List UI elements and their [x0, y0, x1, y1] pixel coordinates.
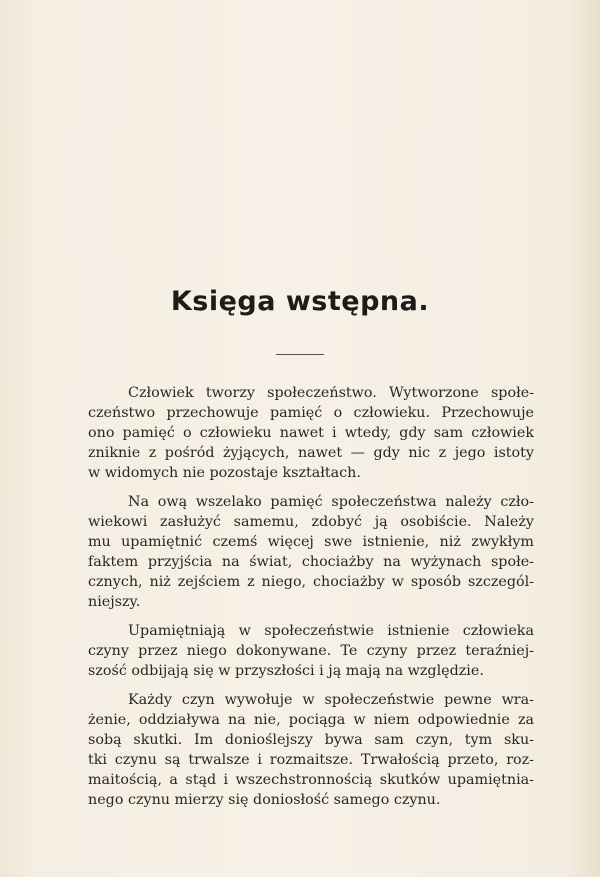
text-line: sobą skutki. Im donioślejszy bywa sam czyn, tym sku- — [88, 732, 534, 748]
text-line: faktem przyjścia na świat, chociażby na wyżynach społe- — [88, 554, 534, 570]
text-line: Każdy czyn wywołuje w społeczeństwie pewne wra- — [128, 692, 534, 708]
text-line: cznych, niż zejściem z niego, chociażby w sposób szczegól- — [88, 574, 534, 590]
text-line: maitością, a stąd i wszechstronnością skutków upamiętnia- — [88, 772, 534, 788]
title-divider — [276, 354, 324, 355]
text-line: nego czynu mierzy się doniosłość samego czynu. — [88, 792, 441, 808]
text-line: tki czynu są trwalsze i rozmaitsze. Trwałością przeto, roz- — [88, 752, 534, 768]
text-line: wiekowi zasłużyć samemu, zdobyć ją osobiście. Należy — [88, 514, 534, 530]
text-line: Upamiętniają w społeczeństwie istnienie człowieka — [128, 623, 534, 639]
paragraph-2 — [88, 492, 534, 612]
paragraph-4 — [88, 690, 534, 810]
text-line: żenie, oddziaływa na nie, pociąga w niem odpowiednie za — [88, 712, 534, 728]
text-line: zniknie z pośród żyjących, nawet — gdy nic z jego istoty — [88, 445, 534, 461]
text-line: niejszy. — [88, 594, 141, 610]
text-line: Człowiek tworzy społeczeństwo. Wytworzone społe- — [128, 385, 534, 401]
chapter-title: Księga wstępna. — [170, 286, 430, 317]
text-line: ono pamięć o człowieku nawet i wtedy, gdy sam człowiek — [88, 425, 534, 441]
text-line: czyny przez niego dokonywane. Te czyny przez teraźniej- — [88, 643, 534, 659]
body-text — [88, 383, 534, 819]
text-line: mu upamiętnić czemś więcej swe istnienie, niż zwykłym — [88, 534, 534, 550]
paragraph-3 — [88, 621, 534, 681]
text-line: czeństwo przechowuje pamięć o człowieku. Przechowuje — [88, 405, 534, 421]
paragraph-1 — [88, 383, 534, 483]
text-line: w widomych nie pozostaje kształtach. — [88, 465, 361, 481]
text-line: szość odbijają się w przyszłości i ją mają na względzie. — [88, 663, 484, 679]
text-line: Na ową wszelako pamięć społeczeństwa należy czło- — [128, 494, 534, 510]
